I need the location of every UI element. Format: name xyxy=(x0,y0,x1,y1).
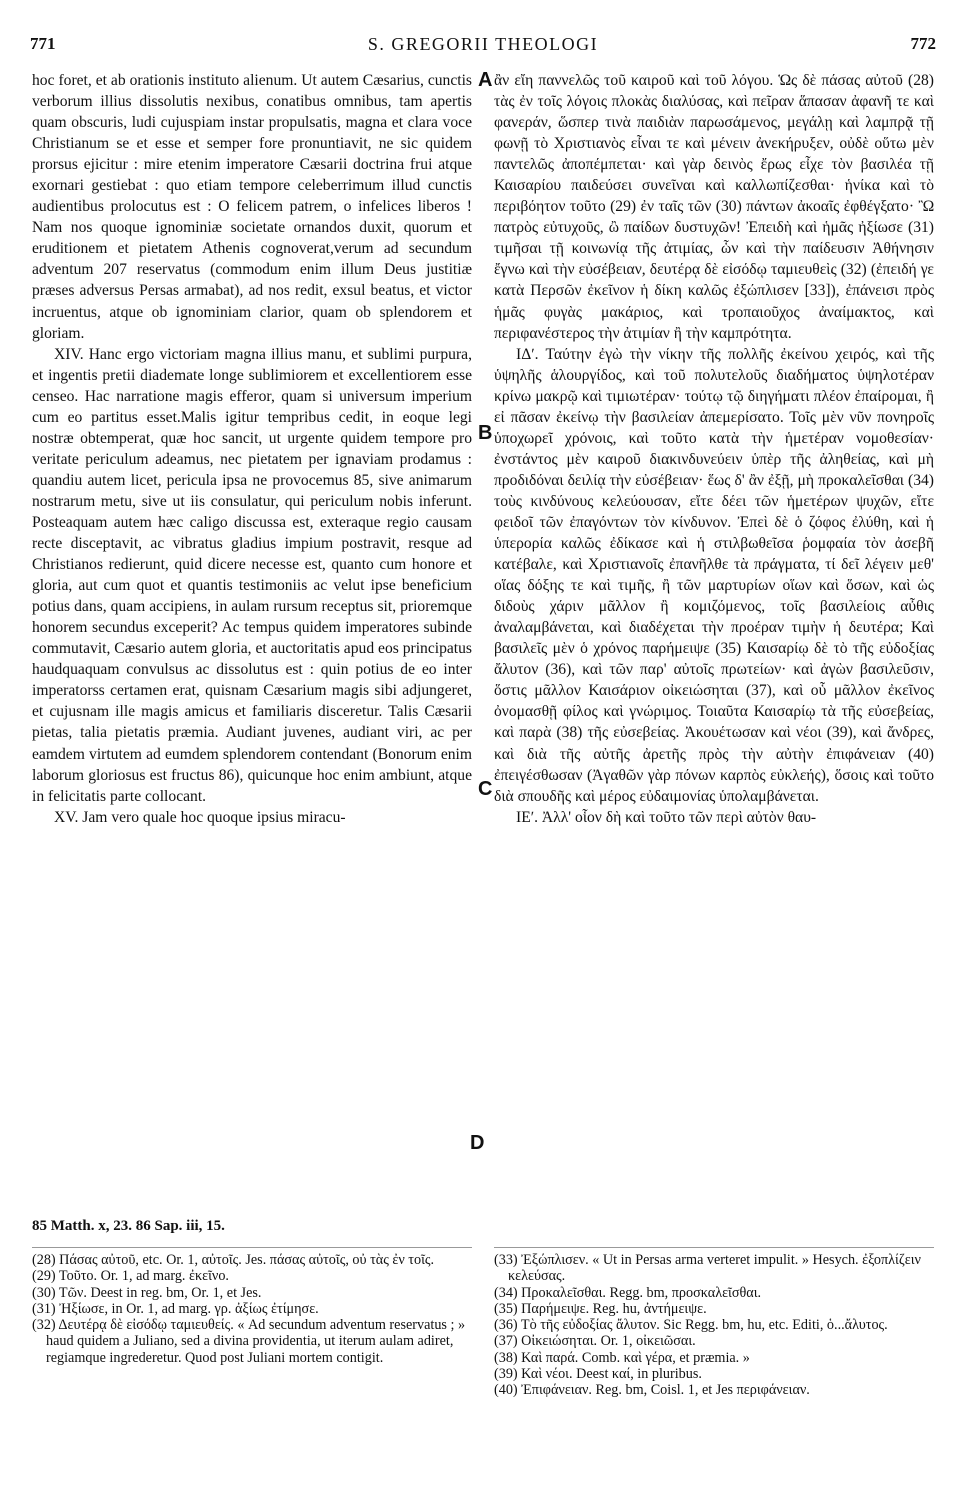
footnote: (29) Τοῦτο. Or. 1, ad marg. ἐκεῖνο. xyxy=(32,1268,229,1285)
footnote: (40) Ἐπιφάνειαν. Reg. bm, Coisl. 1, et Jes περιφάνειαν. xyxy=(494,1382,810,1399)
footnote: (33) Ἐξώπλισεν. « Ut in Persas arma verteret impulit. » Hesych. ἐξοπλίζειν κελεύσας. xyxy=(494,1252,921,1285)
footnotes-right xyxy=(494,1252,934,1399)
left-page-number: 771 xyxy=(30,34,56,53)
scripture-references: 85 Matth. x, 23. 86 Sap. iii, 15. xyxy=(32,1218,225,1234)
footnote: (34) Προκαλεῖσθαι. Regg. bm, προσκαλεῖσθαι. xyxy=(494,1284,762,1301)
footnote: (37) Οἰκειώσηται. Or. 1, οἰκειῶσαι. xyxy=(494,1333,696,1350)
running-title: S. GREGORII THEOLOGI xyxy=(367,34,599,54)
margin-letter-a: A xyxy=(478,69,493,91)
right-page-number: 772 xyxy=(910,34,936,53)
latin-column xyxy=(32,70,472,828)
greek-paragraph: ἂν εἴη παννελῶς τοῦ καιροῦ καὶ τοῦ λόγου. Ὡς δὲ πάσας αὐτοῦ (28) τὰς ἐν τοῖς λόγοις πλοκὰς διαλύσας, καὶ πεῖραν ἅπασαν ἀφανῆ τε καὶ φανεράν, ὥσπερ τινὰ παιδιὰν παρωσάμενος, μεγάλῃ καὶ λαμπρᾷ τῇ φωνῇ τὸ Χριστιανὸς εἶναι τε καὶ μένειν ἀνεκήρυξεν, οὐδὲ οὕτω μὲν παντελῶς ἀποπέμπεται· καὶ γὰρ δεινὸς ἔρως εἶχε τὸν βασιλέα τῇ Καισαρίου παιδεύσει συνεῖναι καὶ καλλωπίζεσθαι· ἡνίκα καὶ τὸ περιβόητον τοῦτο (29) ἐν ταῖς τῶν (30) πάντων ἀκοαῖς ἐφθέγξατο· Ὢ πατρὸς εὐτυχοῦς, ὢ παίδων δυστυχῶν! Ἐπειδὴ καὶ ἡμᾶς ἠξίωσε (31) τιμῆσαι τῇ κοινωνίᾳ τῆς ἀτιμίας, ὧν καὶ τὴν παίδευσιν Ἀθήνησιν ἔγνω καὶ τὴν εὐσέβειαν, δευτέρᾳ δὲ εἰσόδῳ ταμιευθεὶς (32) (ἐπειδή γε κατὰ Περσῶν ἐκεῖνον ἡ δίκη καλῶς ἐξώπλισεν [33]), ἐπάνεισι πρὸς ἡμᾶς φυγὰς μακάριος, καὶ τροπαιοῦχος ἀναίμακτος, καὶ περιφανέστερος τὴν ἀτιμίαν ἢ τὴν καμπρότητα. xyxy=(494,72,934,342)
margin-letter-d: D xyxy=(470,1132,485,1154)
footnote: (28) Πάσας αὐτοῦ, etc. Or. 1, αὐτοῖς. Jes. πάσας αὐτοῖς, οὐ τὰς ἐν τοῖς. xyxy=(32,1252,435,1268)
footnote: (38) Καὶ παρά. Comb. καὶ γέρα, et præmia. » xyxy=(494,1349,750,1366)
footnote: (35) Παρήμειψε. Reg. hu, ἀντήμειψε. xyxy=(494,1300,707,1317)
greek-section-14: ΙΔʹ. Ταύτην ἐγὼ τὴν νίκην τῆς πολλῆς ἐκείνου χειρός, καὶ τῆς ὑψηλῆς ἁλουργίδος, καὶ τοῦ πολυτελοῦς διαδήματος ὑψηλοτέραν κρίνω μακρῷ καὶ τιμιωτέραν· τούτῳ τῷ διηγήματι πλέον ἐπαίρομαι, ἢ εἰ πᾶσαν ἐκείνῳ τὴν βασιλείαν ἀπεμερίσατο. Τοῖς μὲν νῦν πονηροῖς ὑποχωρεῖ χρόνοις, καὶ τοῦτο κατὰ τὴν ἡμετέραν νομοθεσίαν· ἐνστάντος μὲν καιροῦ διακινδυνεύειν ὑπὲρ τῆς ἀληθείας, καὶ μὴ προδιδόναι δειλίᾳ τὴν εὐσέβειαν· ἕως δ' ἂν ἐξῇ, μὴ προκαλεῖσθαι (34) τοὺς κινδύνους κελεύουσαν, εἴτε δέει τῶν ἡμετέρων ψυχῶν, εἴτε φειδοῖ τῶν ἐπαγόντων τὸν κίνδυνον. Ἐπεὶ δὲ ὁ ζόφος ἐλύθη, καὶ ἡ ὑπερορία καλῶς ἐδίκασε καὶ ἡ στιλβωθεῖσα ῥομφαία τὸν ἀσεβῆ κατέβαλε, καὶ Χριστιανοῖς ἐπανῆλθε τὰ πράγματα, τί δεῖ λέγειν μεθ' οἵας δόξης τε καὶ τιμῆς, ἢ τῶν μαρτυρίων οἵων καὶ ὅσων, καὶ ὡς διδοὺς χάριν μᾶλλον ἢ κομιζόμενος, τοῖς βασιλείοις αὖθις ἀναλαμβάνεται, καὶ διαδέχεται τὴν προέραν τιμὴν ἡ δευτέρα; Καὶ βασιλεῖς μὲν ὁ χρόνος παρήμειψε (35) Καισαρίῳ δὲ τὸ τῆς εὐδοξίας ἄλυτον (36), καὶ τῶν παρ' αὐτοῖς πρωτείων· καὶ ἀγὼν βασιλεῦσιν, ὅστις μᾶλλον Καισάριον οἰκειώσηται (37), καὶ οὗ μᾶλλον ἐκεῖνος ὀνομασθῇ φίλος καὶ γνώριμος. Τοιαῦτα Καισαρίῳ τὰ τῆς εὐσεβείας, καὶ παρὰ (38) τῆς εὐσεβείας. Ἀκουέτωσαν καὶ νέοι (39), καὶ ἄνδρες, καὶ διὰ τῆς αὐτῆς ἀρετῆς πρὸς τὴν αὐτὴν ἐπιφάνειαν (40) ἐπειγέσθωσαν (Ἀγαθῶν γὰρ πόνων καρπὸς εὐκλεής), ὅσοις καὶ τοῦτο διὰ σπουδῆς καὶ μέρος εὐδαιμονίας ὑπολαμβάνεται. xyxy=(494,345,934,805)
latin-section-xv: XV. Jam vero quale hoc quoque ipsius miracu- xyxy=(54,808,346,826)
footnote-rule-left xyxy=(32,1247,472,1248)
greek-section-15: ΙΕʹ. Ἀλλ' οἷον δὴ καὶ τοῦτο τῶν περὶ αὐτὸν θαυ- xyxy=(516,808,817,826)
footnote: (39) Καὶ νέοι. Deest καί, in pluribus. xyxy=(494,1366,702,1383)
running-header xyxy=(30,34,936,60)
footnote: (36) Τὸ τῆς εὐδοξίας ἄλυτον. Sic Regg. bm, hu, etc. Editi, ὁ...ἄλυτος. xyxy=(494,1317,888,1334)
margin-letter-b: B xyxy=(478,422,493,444)
greek-column xyxy=(494,70,934,828)
footnote: (31) Ἠξίωσε, in Or. 1, ad marg. γρ. ἀξίως ἐτίμησε. xyxy=(32,1300,319,1317)
footnotes-left xyxy=(32,1252,472,1366)
latin-section-xiv: XIV. Hanc ergo victoriam magna illius manu, et sublimi purpura, et ingentis pretii diademate longe sublimiorem et excellentiorem esse censeo. Hac narratione magis efferor, quam si universum imperium cum eo partitus esset.Malis igitur tempribus cedit, in eoque legi nostræ obtemperat, quæ hoc sancit, ut urgente quidem tempore pro veritate periculum adeamus, nec pietatem per ignaviam prodamus : quandiu autem licet, pericula ipsa ne provocemus 85, sive animarum nostrarum metu, sive ut iis consulatur, qui periculum nobis inferunt. Posteaquam autem hæc caligo discussa est, exteraque regio causam recte disceptavit, ac vibratus gladius impium postravit, resque ad Christianos redierunt, quid dicere necesse est, quanto cum honore et gloria, aut cum quot et quantis testimoniis ac velut ipse beneficium potius dans, quam accipiens, in aulam rursum receptus sit, prioremque honorem secundus exceperit? Ac tempus quidem imperatores subinde commutavit, Cæsario autem gloria, et auctoritatis apud eos principatus haudquaquam convulsus ac dissolutus est : quin potius de eo inter imperatorss certamen erat, quisnam Cæsarium magis sibi adjungeret, et cujusnam ille magis amicus et familiaris disceretur. Talis Cæsarii pietas, talia pietatis præmia. Audiant juvenes, audiant viri, ac per eamdem virtutem ad eumdem splendorem contendant (Bonorum enim laborum gloriosus est fructus 86), quicunque hoc enim ambiunt, atque in felicitatis parte collocant. xyxy=(32,345,472,805)
margin-letter-c: C xyxy=(478,778,493,800)
footnote: (30) Τῶν. Deest in reg. bm, Or. 1, et Jes. xyxy=(32,1284,262,1301)
footnote-rule-right xyxy=(494,1247,934,1248)
latin-paragraph: hoc foret, et ab orationis instituto alienum. Ut autem Cæsarius, cunctis verborum illius dissolutis nexibus, conatibus omnibus, tam apertis quam obscuris, ludi cujuspiam instar propulsatis, magna et clara voce Christianum se et esse et semper fore pronuntiavit, ne sic quidem prorsus ejicitur : mire etenim imperatore Cæsarii doctrina frui atque exornari gestiebat : quo etiam tempore celeberrimum illud cunctis audientibus prolocutus est : O felicem patrem, o infelices liberos ! Nam nos quoque ignominiæ societate ornandos duxit, quorum et eruditionem et pietatem Athenis cognoverat,verum ad secundum adventum 207 reservatus (commodum enim illum Deus justitiæ præses adversus Persas armabat), ad nos redit, exsul beatus, et victor incruentus, atque ob ignominiam clarior, quam ob splendorem et gloriam. xyxy=(32,72,472,342)
footnote: (32) Δευτέρᾳ δὲ εἰσόδῳ ταμιευθείς. « Ad secundum adventum reservatus ; » haud quidem a Juliano, sed a divina providentia, ut iterum aulam adiret, regiamque ingrederetur. Quod post Juliani mortem contigit. xyxy=(32,1317,466,1366)
